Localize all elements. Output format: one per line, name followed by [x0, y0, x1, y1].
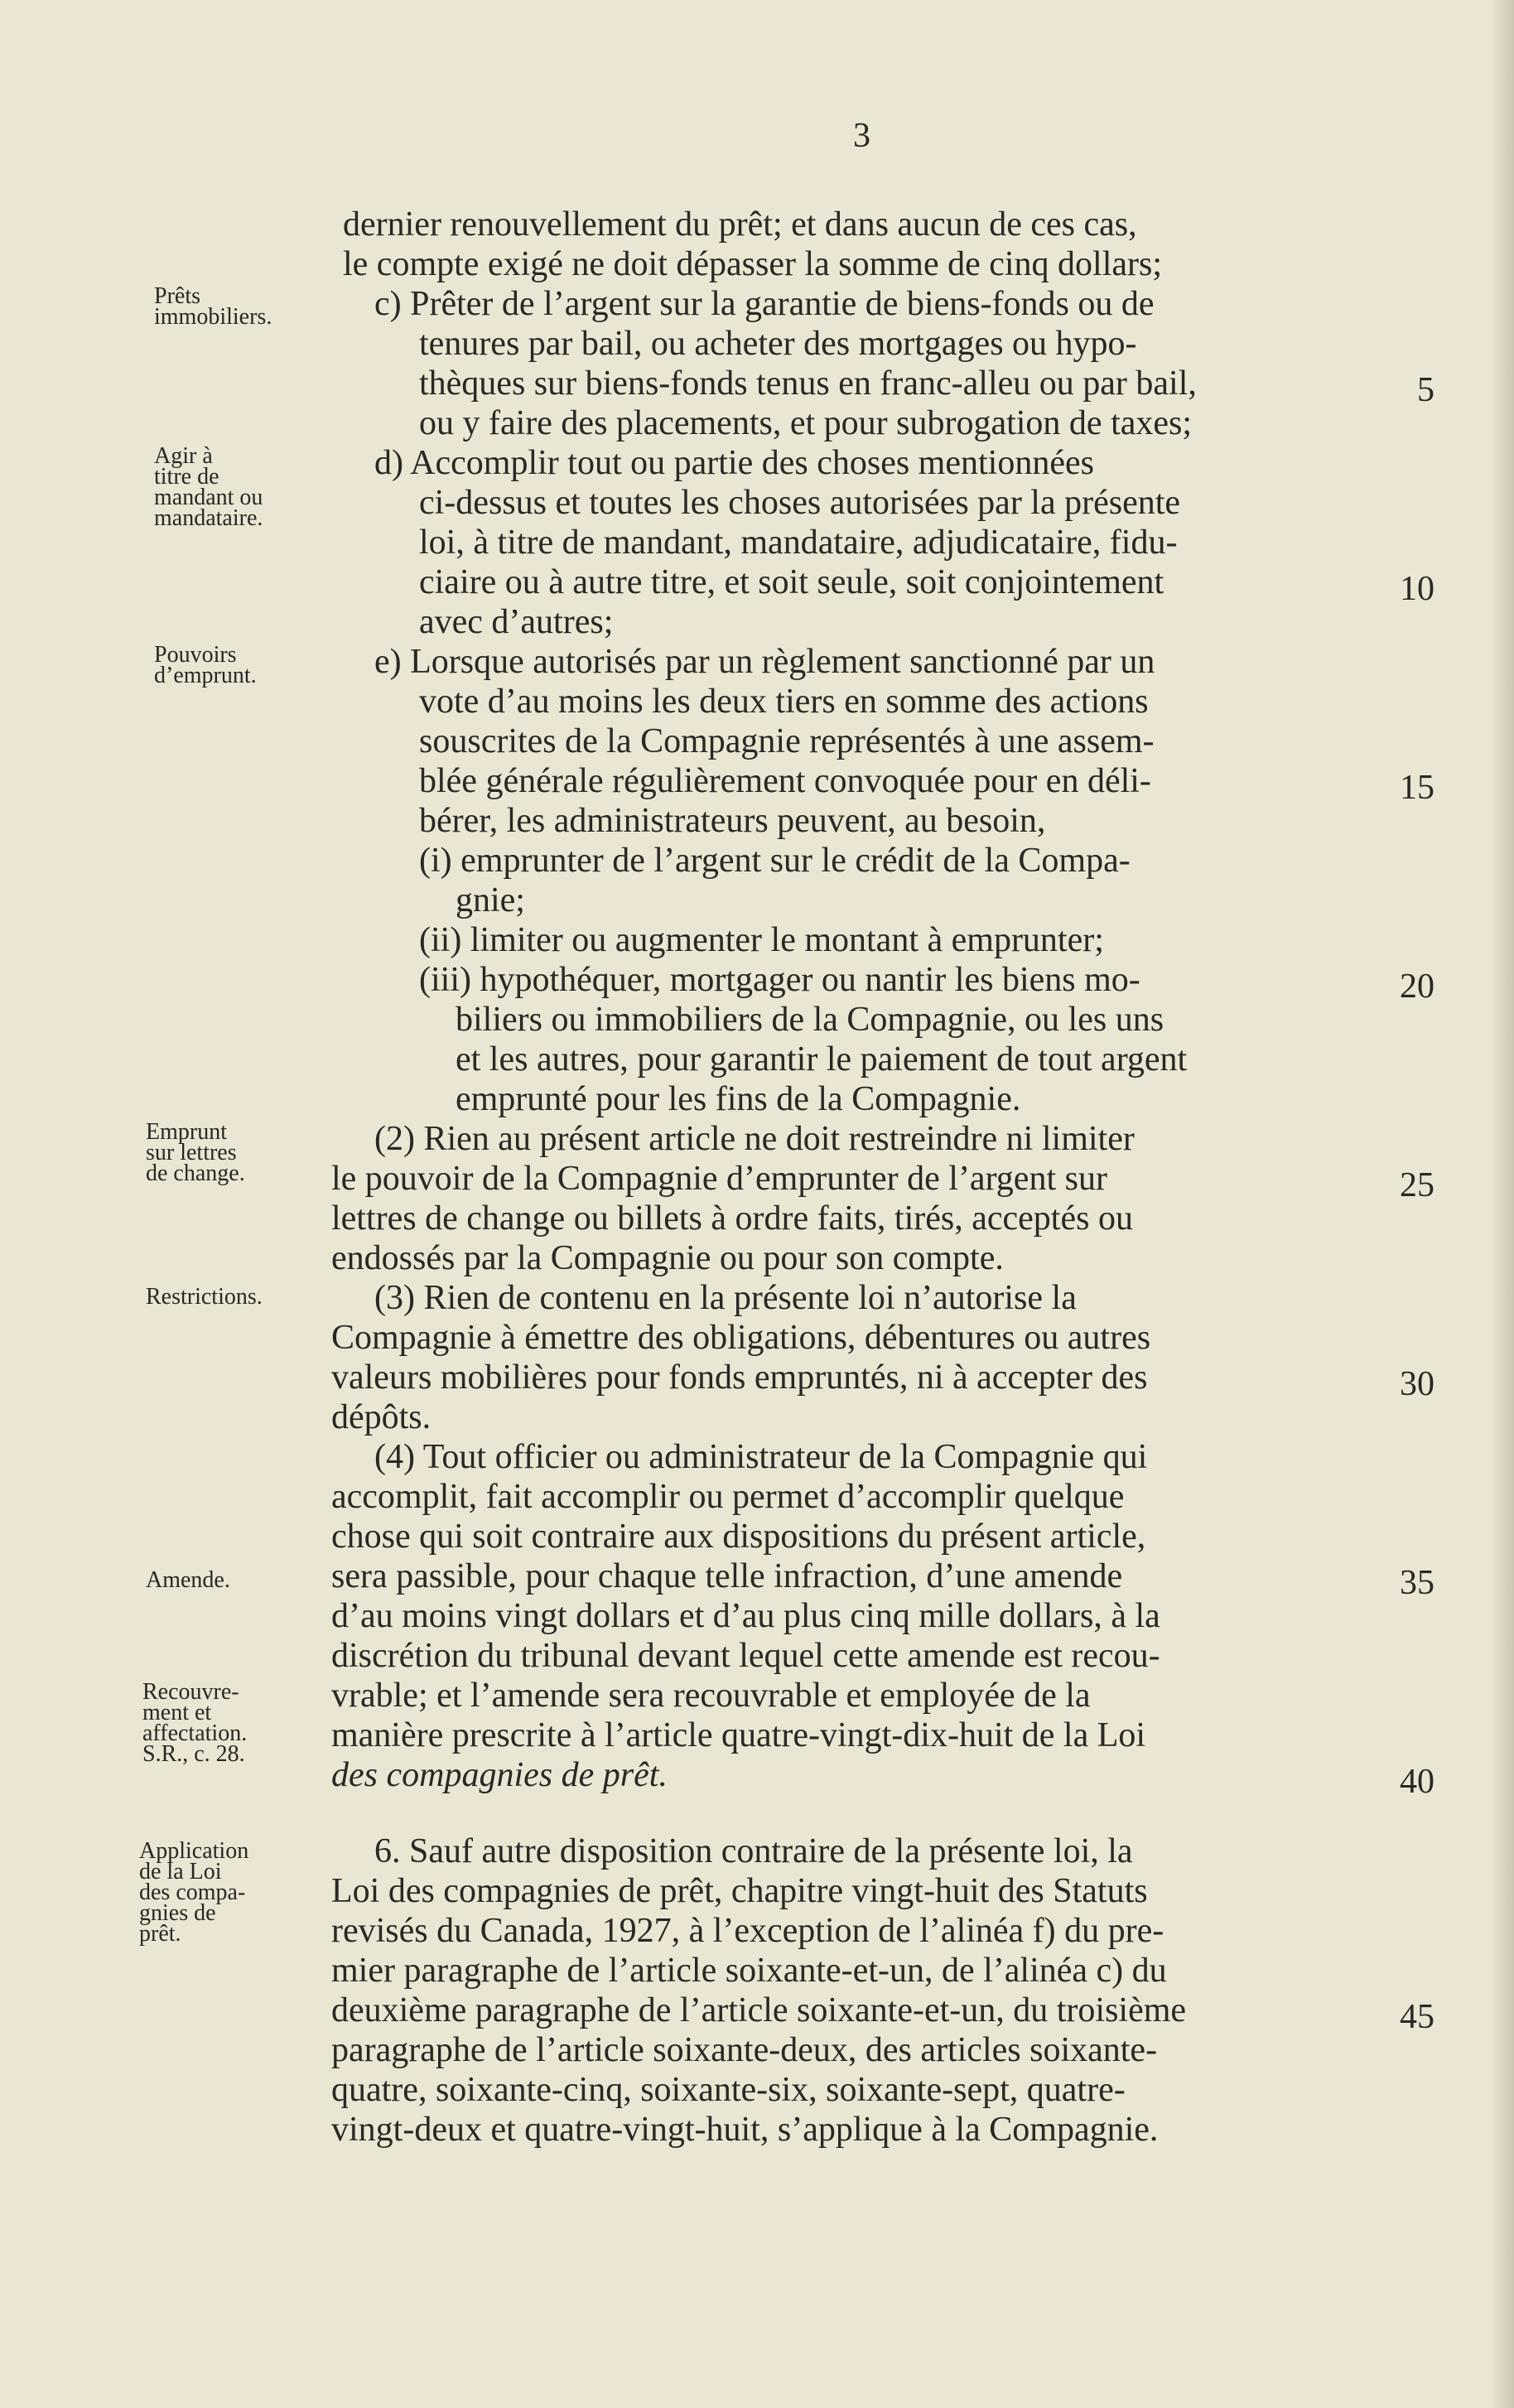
margin-note-pouvoirs-emprunt [154, 644, 353, 686]
text-line: (ii) limiter ou augmenter le montant à emprunter; [419, 921, 1104, 959]
text-line: dernier renouvellement du prêt; et dans aucun de ces cas, [343, 205, 1137, 244]
margin-note-application-loi [139, 1838, 338, 1947]
text-line: vote d’au moins les deux tiers en somme des actions [419, 683, 1149, 721]
text-line: chose qui soit contraire aux dispositions du présent article, [331, 1518, 1146, 1556]
line-number: 30 [1400, 1365, 1434, 1403]
text-line: et les autres, pour garantir le paiement de tout argent [456, 1040, 1188, 1079]
text-line: Compagnie à émettre des obligations, débentures ou autres [331, 1319, 1151, 1357]
text-line: Loi des compagnies de prêt, chapitre vingt-huit des Statuts [331, 1872, 1148, 1910]
margin-note-line: de la Loi [139, 1859, 222, 1884]
margin-note-line: d’emprunt. [154, 663, 257, 688]
text-line: vingt-deux et quatre-vingt-huit, s’applique à la Compagnie. [331, 2111, 1159, 2149]
margin-note-line: S.R., c. 28. [142, 1741, 245, 1767]
margin-note-amende [146, 1567, 345, 1593]
margin-note-line: sur lettres [146, 1140, 237, 1165]
text-line: emprunté pour les fins de la Compagnie. [456, 1080, 1021, 1118]
text-line: le pouvoir de la Compagnie d’emprunter de l’argent sur [331, 1160, 1107, 1198]
text-line: (3) Rien de contenu en la présente loi n’autorise la [374, 1279, 1077, 1317]
margin-note-recouvrement [142, 1679, 341, 1767]
text-line: lettres de change ou billets à ordre faits, tirés, acceptés ou [331, 1199, 1133, 1238]
text-line: (iii) hypothéquer, mortgager ou nantir les biens mo- [419, 961, 1140, 999]
margin-note-prets-immobiliers [154, 283, 353, 330]
text-line: paragraphe de l’article soixante-deux, des articles soixante- [331, 2031, 1158, 2069]
line-number: 20 [1400, 968, 1434, 1006]
text-line: ci-dessus et toutes les choses autorisées par la présente [419, 484, 1181, 522]
text-line: manière prescrite à l’article quatre-vingt-dix-huit de la Loi [331, 1716, 1146, 1754]
text-line: gnie; [456, 881, 525, 919]
margin-note-line: Restrictions. [146, 1284, 263, 1310]
text-line: quatre, soixante-cinq, soixante-six, soixante-sept, quatre- [331, 2071, 1126, 2109]
line-number: 5 [1417, 371, 1434, 409]
text-line: biliers ou immobiliers de la Compagnie, ou les uns [456, 1001, 1164, 1039]
text-line: ciaire ou à autre titre, et soit seule, soit conjointement [419, 563, 1164, 601]
margin-note-line: des compa- [139, 1880, 246, 1905]
line-number: 35 [1400, 1564, 1434, 1602]
text-line: accomplit, fait accomplir ou permet d’accomplir quelque [331, 1478, 1125, 1516]
text-line: c) Prêter de l’argent sur la garantie de biens-fonds ou de [374, 285, 1155, 323]
text-line: sera passible, pour chaque telle infraction, d’une amende [331, 1557, 1123, 1595]
margin-note-line: Prêts [154, 283, 200, 309]
text-line: blée générale régulièrement convoquée pour en déli- [419, 762, 1151, 800]
margin-note-emprunt-lettres [146, 1119, 345, 1186]
text-line: d’au moins vingt dollars et d’au plus cinq mille dollars, à la [331, 1597, 1160, 1635]
margin-note-line: Agir à [154, 443, 213, 469]
margin-note-line: mandataire. [154, 505, 263, 531]
text-line: revisés du Canada, 1927, à l’exception de l’alinéa f) du pre- [331, 1912, 1164, 1950]
line-number: 45 [1400, 1998, 1434, 2036]
margin-note-line: prêt. [139, 1921, 181, 1947]
text-line: (i) emprunter de l’argent sur le crédit de la Compa- [419, 842, 1131, 880]
text-line: valeurs mobilières pour fonds empruntés, ni à accepter des [331, 1358, 1148, 1397]
text-line: ou y faire des placements, et pour subrogation de taxes; [419, 404, 1193, 442]
margin-note-agir-a-titre [154, 443, 353, 531]
line-number: 25 [1400, 1166, 1434, 1204]
text-line: (4) Tout officier ou administrateur de la Compagnie qui [374, 1438, 1148, 1476]
margin-note-restrictions [146, 1284, 345, 1310]
text-line: tenures par bail, ou acheter des mortgages ou hypo- [419, 325, 1137, 363]
text-line: souscrites de la Compagnie représentés à une assem- [419, 722, 1155, 760]
margin-note-line: immobiliers. [154, 304, 272, 330]
text-line: des compagnies de prêt. [331, 1756, 668, 1794]
text-line: vrable; et l’amende sera recouvrable et employée de la [331, 1677, 1091, 1715]
margin-note-line: gnies de [139, 1900, 216, 1926]
line-number: 10 [1400, 570, 1434, 608]
text-line: discrétion du tribunal devant lequel cette amende est recou- [331, 1637, 1160, 1675]
text-line: endossés par la Compagnie ou pour son compte. [331, 1239, 1004, 1277]
margin-note-line: Pouvoirs [154, 642, 237, 668]
margin-note-line: mandant ou [154, 485, 263, 510]
margin-note-line: affectation. [142, 1720, 248, 1746]
margin-note-line: Amende. [146, 1567, 230, 1593]
line-number: 40 [1400, 1763, 1434, 1801]
margin-note-line: Application [139, 1838, 249, 1864]
margin-note-line: Recouvre- [142, 1679, 239, 1705]
text-line: e) Lorsque autorisés par un règlement sanctionné par un [374, 643, 1155, 681]
text-line: bérer, les administrateurs peuvent, au besoin, [419, 802, 1046, 840]
text-line: avec d’autres; [419, 603, 614, 641]
text-line: (2) Rien au présent article ne doit restreindre ni limiter [374, 1120, 1135, 1158]
page-number: 3 [853, 117, 870, 155]
margin-note-line: ment et [142, 1700, 212, 1725]
margin-note-line: Emprunt [146, 1119, 227, 1145]
text-line: loi, à titre de mandant, mandataire, adjudicataire, fidu- [419, 524, 1178, 562]
text-line: d) Accomplir tout ou partie des choses mentionnées [374, 444, 1094, 482]
text-line: mier paragraphe de l’article soixante-et-un, de l’alinéa c) du [331, 1952, 1167, 1990]
page-edge-shadow [1491, 0, 1514, 2408]
text-line: thèques sur biens-fonds tenus en franc-alleu ou par bail, [419, 364, 1197, 403]
text-line: dépôts. [331, 1398, 432, 1436]
text-line: deuxième paragraphe de l’article soixante-et-un, du troisième [331, 1991, 1187, 2029]
text-line: 6. Sauf autre disposition contraire de la présente loi, la [374, 1832, 1133, 1870]
margin-note-line: titre de [154, 464, 219, 490]
text-line: le compte exigé ne doit dépasser la somme de cinq dollars; [343, 245, 1163, 283]
line-number: 15 [1400, 769, 1434, 807]
margin-note-line: de change. [146, 1161, 245, 1186]
